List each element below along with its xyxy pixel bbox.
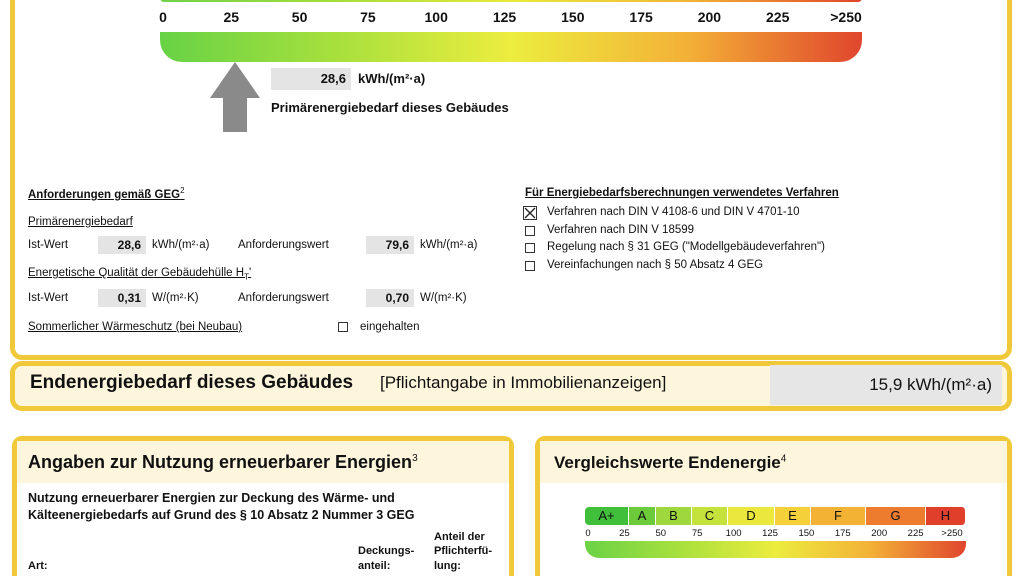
scale-tick: 125 [492, 9, 517, 25]
method-option-label: Vereinfachungen nach § 50 Absatz 4 GEG [547, 258, 764, 271]
comparison-scale-tick: 100 [725, 528, 742, 539]
scale-tick: 0 [159, 9, 167, 25]
renewable-intro-1: Nutzung erneuerbarer Energien zur Deckung des Wärme- und [28, 491, 395, 505]
comparison-scale-tick: 75 [691, 528, 703, 539]
comparison-scale-tick: 25 [619, 528, 630, 539]
efficiency-class-segment: A [629, 507, 656, 525]
comparison-scale-tick: 225 [907, 528, 924, 539]
envelope-req-label: Anforderungswert [238, 292, 329, 304]
scale-tick: 50 [291, 9, 308, 25]
scale-tick: 25 [223, 9, 240, 25]
primary-demand-value: 28,6 [271, 68, 351, 90]
scale-tick: 150 [561, 9, 585, 25]
comparison-gradient-bar [585, 541, 966, 558]
scale-tick: 75 [360, 9, 376, 25]
method-option-label: Verfahren nach DIN V 4108-6 und DIN V 4701-10 [547, 206, 800, 218]
scale-tick: 175 [629, 9, 653, 25]
comparison-title: Vergleichswerte Endenergie$^4$ [554, 453, 787, 472]
indicator-arrow-icon [208, 60, 262, 134]
renewable-col-deckung-1: Deckungs- [358, 545, 415, 557]
primary-ist-label: Ist-Wert [28, 239, 69, 251]
summer-protection-label: Sommerlicher Wärmeschutz (bei Neubau) [28, 321, 243, 333]
summer-protection-option: eingehalten [360, 321, 420, 333]
envelope-heading: Energetische Qualität der Gebäudehülle $H_T'$ [28, 267, 252, 282]
primary-demand-unit: kWh/(m²·a) [358, 71, 426, 86]
final-energy-title: Endenergiebedarf dieses Gebäudes [30, 372, 354, 393]
envelope-ist-label: Ist-Wert [28, 292, 69, 304]
renewable-col-pflicht-1: Anteil der [434, 531, 485, 543]
primary-req-label: Anforderungswert [238, 239, 329, 251]
scale-tick: >250 [830, 9, 862, 25]
envelope-req-unit: W/(m²·K) [420, 292, 467, 304]
scale-tick: 200 [697, 9, 722, 25]
renewable-col-deckung-2: anteil: [358, 560, 391, 572]
comparison-scale-tick: 150 [798, 528, 815, 539]
efficiency-class-segment: G [866, 507, 926, 525]
comparison-scale-tick: >250 [941, 528, 963, 539]
envelope-req-value: 0,70 [366, 289, 414, 307]
method-option-checkbox[interactable] [525, 261, 535, 271]
efficiency-class-segment: C [692, 507, 728, 525]
envelope-ist-value: 0,31 [98, 289, 146, 307]
method-option-checkbox[interactable] [525, 243, 535, 253]
check-x-icon [524, 207, 536, 219]
comparison-scale-tick: 50 [655, 528, 667, 539]
renewable-col-art: Art: [28, 560, 48, 572]
final-energy-value: 15,9 kWh/(m²·a) [770, 365, 1002, 405]
requirements-heading: Anforderungen gemäß GEG$^2$ [28, 186, 185, 201]
comparison-scale-tick: 200 [871, 528, 888, 539]
primary-ist-value: 28,6 [98, 236, 146, 254]
final-energy-note: [Pflichtangabe in Immobilienanzeigen] [380, 373, 667, 392]
efficiency-class-segment: E [775, 507, 811, 525]
scale-tick: 225 [766, 9, 790, 25]
comparison-scale-tick: 0 [585, 528, 591, 539]
envelope-ist-unit: W/(m²·K) [152, 292, 199, 304]
method-option-label: Regelung nach § 31 GEG ("Modellgebäudeverfahren") [547, 241, 825, 253]
efficiency-class-bar [585, 507, 966, 525]
efficiency-class-segment: F [811, 507, 866, 525]
primary-requirement-heading: Primärenergiebedarf [28, 216, 133, 228]
energy-scale-bar [160, 32, 862, 62]
renewable-col-pflicht-3: lung: [434, 560, 461, 572]
renewable-intro-2: Kälteenergiebedarfs auf Grund des § 10 Absatz 2 Nummer 3 GEG [28, 508, 415, 522]
primary-demand-caption: Primärenergiebedarf dieses Gebäudes [271, 100, 509, 115]
primary-ist-unit: kWh/(m²·a) [152, 239, 210, 251]
energy-scale-bar-top [160, 0, 862, 2]
efficiency-class-segment: H [926, 507, 966, 525]
efficiency-class-segment: B [656, 507, 692, 525]
scale-tick: 100 [424, 9, 448, 25]
method-heading: Für Energiebedarfsberechnungen verwendetes Verfahren [525, 187, 839, 199]
comparison-scale-tick: 175 [834, 528, 851, 539]
efficiency-class-segment: D [728, 507, 775, 525]
method-option-checkbox[interactable] [523, 206, 537, 220]
method-option-checkbox[interactable] [525, 226, 535, 236]
method-option-label: Verfahren nach DIN V 18599 [547, 223, 695, 236]
renewable-col-pflicht-2: Pflichterfü- [434, 545, 493, 557]
summer-protection-checkbox[interactable] [338, 322, 348, 332]
primary-req-value: 79,6 [366, 236, 414, 254]
primary-req-unit: kWh/(m²·a) [420, 239, 478, 251]
comparison-scale-tick: 125 [762, 528, 778, 539]
efficiency-class-segment: A+ [585, 507, 629, 525]
renewable-title: Angaben zur Nutzung erneuerbarer Energien$^3$ [28, 452, 418, 472]
